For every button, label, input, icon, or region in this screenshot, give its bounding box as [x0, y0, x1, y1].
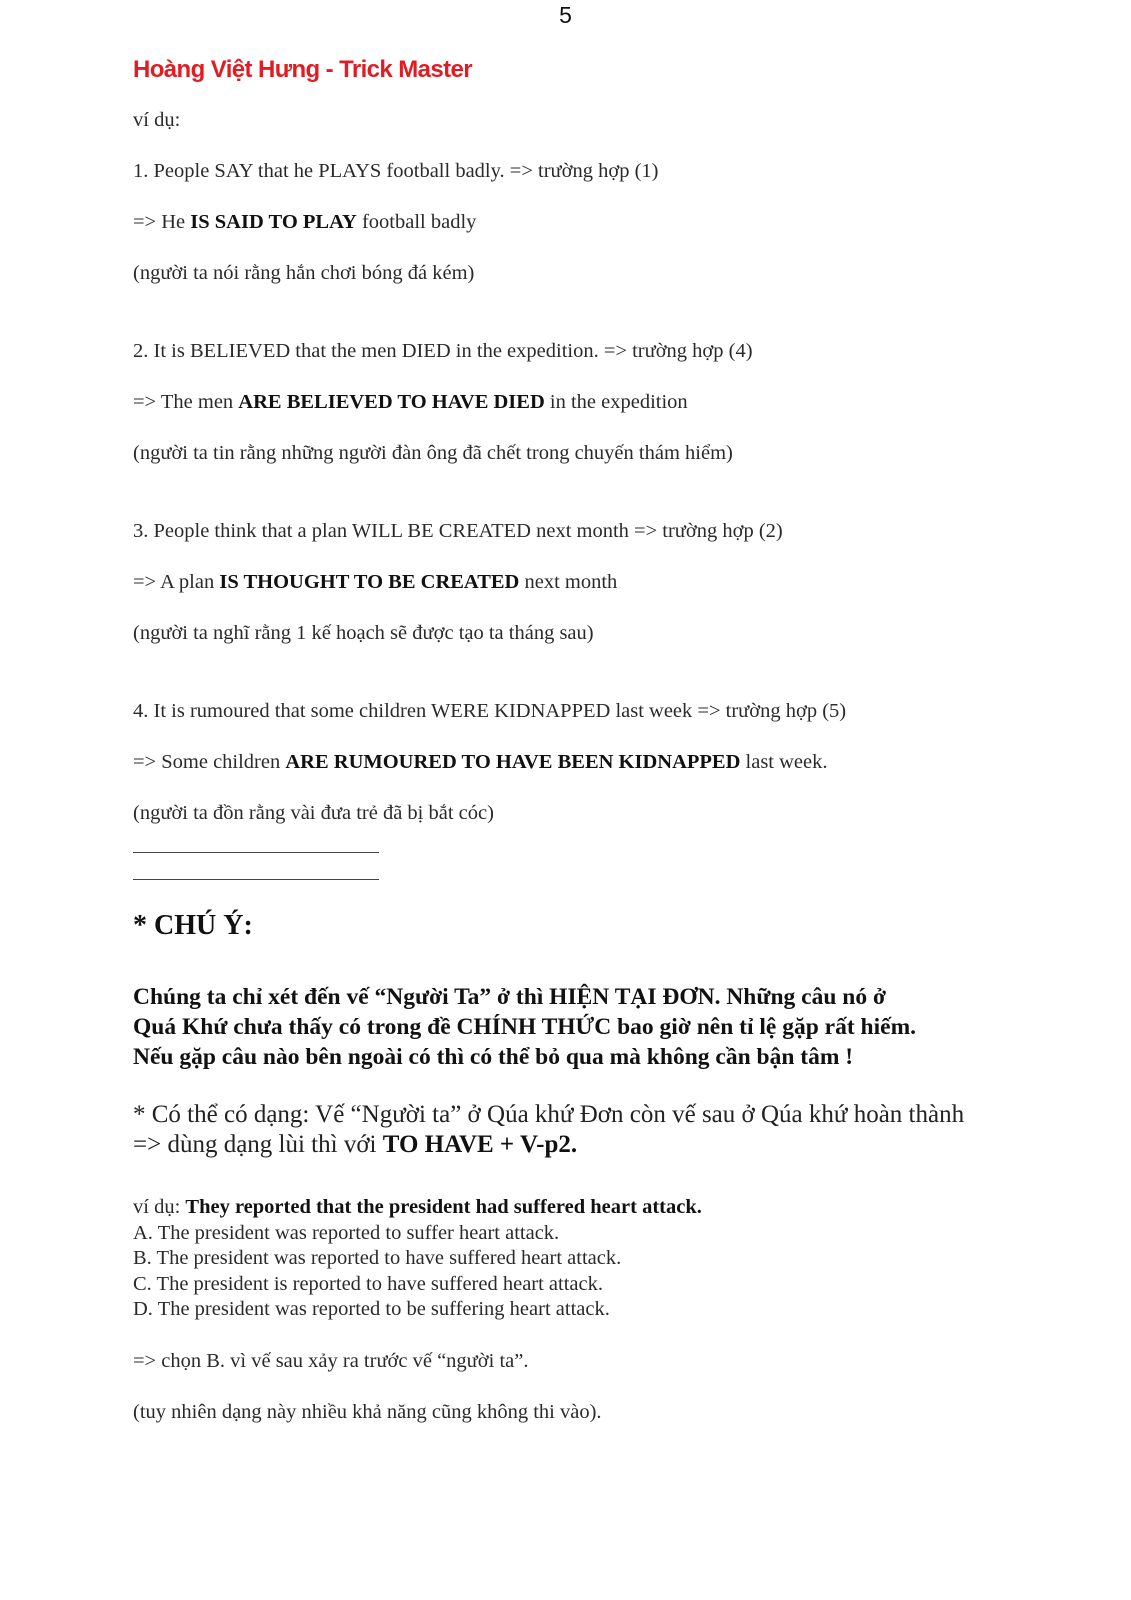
note-bold-paragraph — [133, 982, 1033, 1072]
quiz-question-line — [133, 1195, 702, 1221]
example-sentence: 2. It is BELIEVED that the men DIED in the expedition. => trường hợp (4) — [133, 340, 753, 362]
result-suffix: next month — [519, 571, 618, 593]
quiz-block — [133, 1195, 702, 1426]
quiz-footnote: (tuy nhiên dạng này nhiều khả năng cũng không thi vào). — [133, 1401, 602, 1423]
variant-paragraph — [133, 1100, 964, 1160]
example-translation: (người ta nghĩ rằng 1 kế hoạch sẽ được tạo ta tháng sau) — [133, 622, 594, 644]
quiz-answer: => chọn B. vì vế sau xảy ra trước vế “người ta”. — [133, 1349, 529, 1372]
quiz-question: They reported that the president had suffered heart attack. — [185, 1196, 702, 1218]
result-prefix: => Some children — [133, 751, 286, 773]
divider-rule — [133, 879, 379, 880]
divider-rule — [133, 852, 379, 853]
result-suffix: in the expedition — [544, 391, 688, 413]
quiz-option: A. The president was reported to suffer heart attack. — [133, 1221, 560, 1244]
variant-line — [133, 1130, 964, 1160]
spacer — [133, 1374, 702, 1400]
variant-prefix: => dùng dạng lùi thì với — [133, 1131, 383, 1158]
example-sentence: 4. It is rumoured that some children WERE KIDNAPPED last week => trường hợp (5) — [133, 700, 847, 722]
example-translation: (người ta đồn rằng vài đưa trẻ đã bị bắt cóc) — [133, 802, 494, 824]
result-prefix: => The men — [133, 391, 239, 413]
result-suffix: last week. — [740, 751, 828, 773]
variant-line: * Có thể có dạng: Vế “Người ta” ở Qúa khứ Đơn còn vế sau ở Qúa khứ hoàn thành — [133, 1101, 965, 1128]
result-bold: ARE BELIEVED TO HAVE DIED — [238, 391, 545, 413]
result-bold: IS SAID TO PLAY — [190, 211, 357, 233]
example-translation: (người ta nói rằng hắn chơi bóng đá kém) — [133, 262, 475, 284]
example-translation: (người ta tin rằng những người đàn ông đã chết trong chuyến thám hiểm) — [133, 442, 733, 464]
variant-bold: TO HAVE + V-p2. — [382, 1131, 578, 1158]
result-bold: IS THOUGHT TO BE CREATED — [219, 571, 520, 593]
note-bold-line: Nếu gặp câu nào bên ngoài có thì có thể bỏ qua mà không cần bận tâm ! — [133, 1044, 854, 1070]
result-prefix: => A plan — [133, 571, 220, 593]
quiz-option: D. The president was reported to be suffering heart attack. — [133, 1298, 610, 1320]
page-number: 5 — [559, 2, 572, 28]
example-result — [133, 211, 476, 234]
note-bold-line: Chúng ta chỉ xét đến vế “Người Ta” ở thì HIỆN TẠI ĐƠN. Những câu nó ở — [133, 984, 887, 1010]
result-suffix: football badly — [356, 211, 477, 233]
example-result — [133, 391, 688, 414]
quiz-option: C. The president is reported to have suffered heart attack. — [133, 1272, 603, 1295]
example-result — [133, 571, 617, 594]
note-heading: * CHÚ Ý: — [133, 910, 253, 941]
header-title: Hoàng Việt Hưng - Trick Master — [133, 56, 473, 83]
quiz-prefix: ví dụ: — [133, 1196, 186, 1218]
quiz-option: B. The president was reported to have suffered heart attack. — [133, 1247, 622, 1269]
spacer — [133, 1323, 702, 1349]
result-prefix: => He — [133, 211, 191, 233]
example-sentence: 3. People think that a plan WILL BE CREATED next month => trường hợp (2) — [133, 520, 783, 542]
example-sentence: 1. People SAY that he PLAYS football badly. => trường hợp (1) — [133, 160, 659, 182]
intro-label: ví dụ: — [133, 109, 181, 131]
example-result — [133, 751, 828, 774]
result-bold: ARE RUMOURED TO HAVE BEEN KIDNAPPED — [285, 751, 741, 773]
note-bold-line: Quá Khứ chưa thấy có trong đề CHÍNH THỨC bao giờ nên tỉ lệ gặp rất hiếm. — [133, 1014, 917, 1040]
